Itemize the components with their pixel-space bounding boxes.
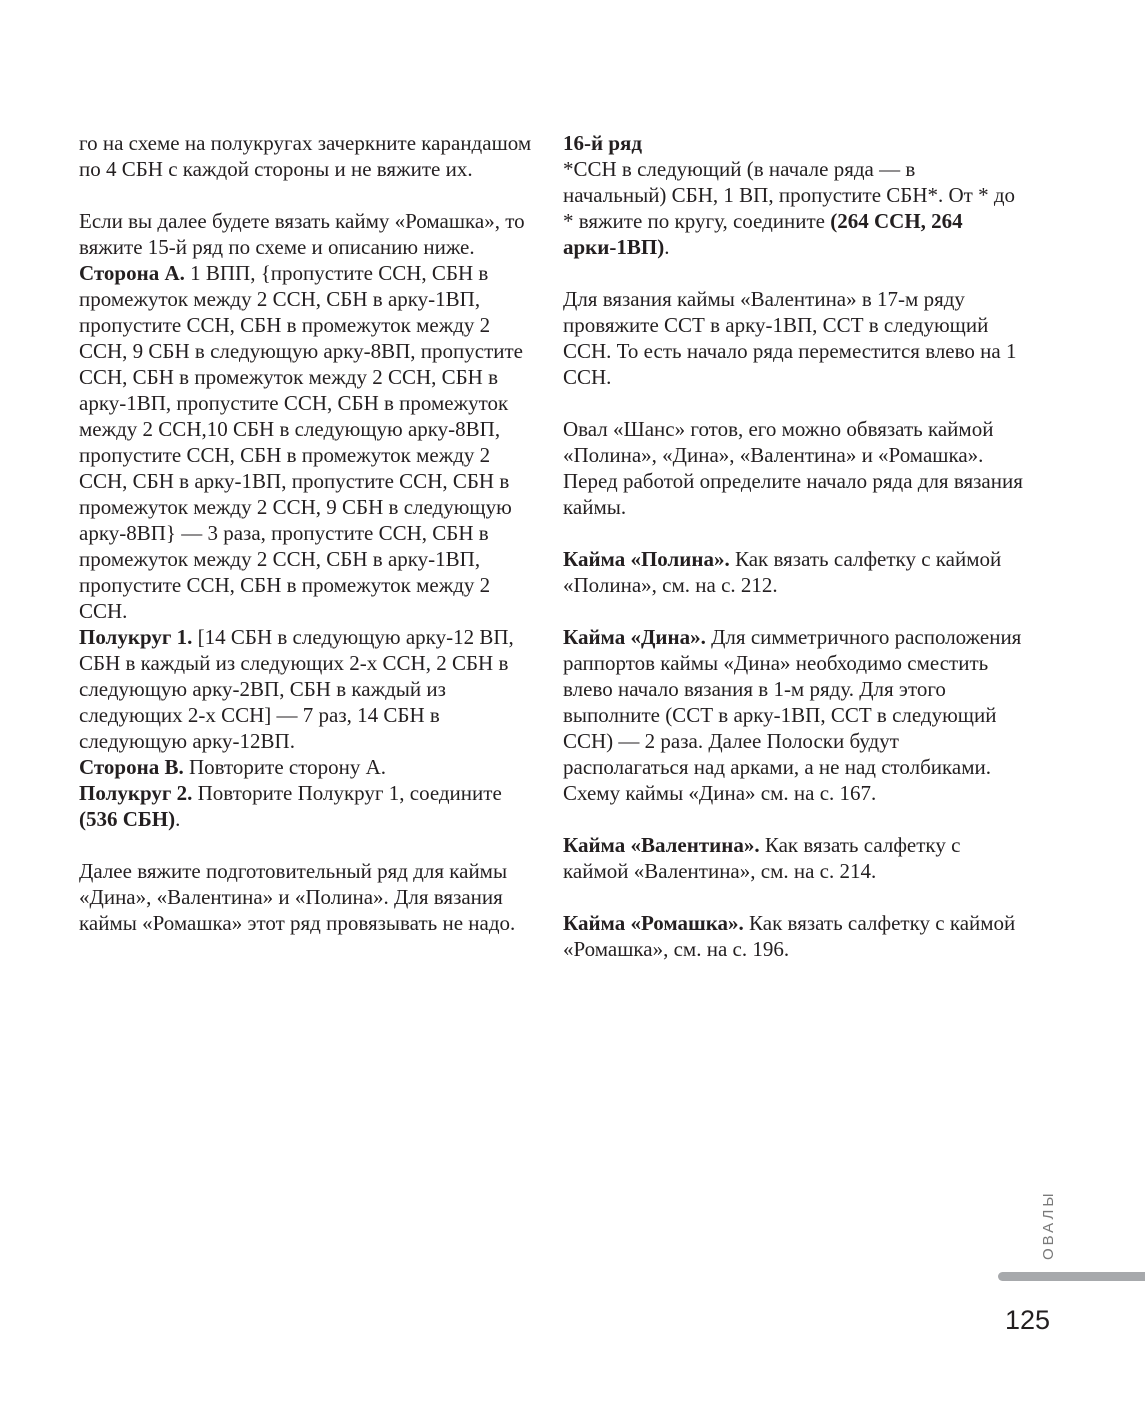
paragraph-valentina xyxy=(563,832,1023,884)
paragraph-semicircle-1 xyxy=(79,624,539,754)
paragraph-romashka-note: Если вы далее будете вязать кайму «Ромашка», то вяжите 15-й ряд по схеме и описанию ниже. xyxy=(79,209,525,259)
paragraph-side-a xyxy=(79,260,539,624)
semicircle-2-end: . xyxy=(175,807,181,831)
valentina-label: Кайма «Валентина». xyxy=(563,833,760,857)
left-column xyxy=(79,130,539,962)
paragraph-valentina-prep: Для вязания каймы «Валентина» в 17-м ряду провяжите ССТ в арку-1ВП, ССТ в следующий ССН. То есть начало ряда переместится влево на 1 ССН. xyxy=(563,287,1017,389)
paragraph-side-b xyxy=(79,754,539,780)
semicircle-1-label: Полукруг 1. xyxy=(79,625,193,649)
paragraph-polina xyxy=(563,546,1023,598)
paragraph-row-16 xyxy=(563,156,1023,260)
paragraph-semicircle-2 xyxy=(79,780,539,832)
side-a-text: 1 ВПП, {пропустите ССН, СБН в промежуток между 2 ССН, СБН в арку-1ВП, пропустите ССН, СБН в промежуток между 2 ССН, 9 СБН в следующую арку-8ВП, пропустите ССН, СБН в промежуток между 2 ССН, СБН в арку-1ВП, пропустите ССН, СБН в промежуток между 2 ССН,10 СБН в следующую арку-8ВП, пропустите ССН, СБН в промежуток между 2 ССН, СБН в арку-1ВП, пропустите ССН, СБН в промежуток между 2 ССН, 9 СБН в следующую арку-8ВП} — 3 раза, пропустите ССН, СБН в промежуток между 2 ССН, СБН в арку-1ВП, пропустите ССН, СБН в промежуток между 2 ССН. xyxy=(79,261,524,623)
page-number: 125 xyxy=(1005,1305,1051,1335)
paragraph-prep-row: Далее вяжите подготовительный ряд для каймы «Дина», «Валентина» и «Полина». Для вязания каймы «Ромашка» этот ряд провязывать не надо. xyxy=(79,859,516,935)
valentina-text: Как вязать салфетку с каймой «Валентина», см. на с. 214. xyxy=(563,833,961,883)
side-b-label: Сторона В. xyxy=(79,755,184,779)
row-16-end: . xyxy=(664,235,670,259)
row-16-text: *ССН в следующий (в начале ряда — в начальный) СБН, 1 ВП, пропустите СБН*. От * до * вяжите по кругу, соедините xyxy=(563,157,1016,233)
polina-text: Как вязать салфетку с каймой «Полина», см. на с. 212. xyxy=(563,547,1002,597)
semicircle-2-count: (536 СБН) xyxy=(79,807,176,831)
side-a-label: Сторона А. xyxy=(79,261,185,285)
side-b-text: Повторите сторону А. xyxy=(183,755,387,779)
paragraph-intro: го на схеме на полукругах зачеркните карандашом по 4 СБН с каждой стороны и не вяжите их. xyxy=(79,131,532,181)
paragraph-romashka xyxy=(563,910,1023,962)
romashka-label: Кайма «Ромашка». xyxy=(563,911,744,935)
dina-text: Для симметричного расположения раппортов каймы «Дина» необходимо сместить влево начало вязания в 1-м ряду. Для этого выполните (ССТ в арку-1ВП, ССТ в следующий ССН) — 2 раза. Далее Полоски будут располагаться над арками, а не над столбиками. Схему каймы «Дина» см. на с. 167. xyxy=(563,625,1022,805)
right-column xyxy=(563,130,1023,988)
row-16-heading: 16-й ряд xyxy=(563,131,643,155)
row-16-count: (264 ССН, 264 арки-1ВП) xyxy=(563,209,963,259)
polina-label: Кайма «Полина». xyxy=(563,547,730,571)
section-tab-bar xyxy=(998,1272,1145,1281)
dina-label: Кайма «Дина». xyxy=(563,625,706,649)
paragraph-oval-ready: Овал «Шанс» готов, его можно обвязать каймой «Полина», «Дина», «Валентина» и «Ромашка». Перед работой определите начало ряда для вязания каймы. xyxy=(563,417,1023,519)
paragraph-dina xyxy=(563,624,1023,806)
section-tab-label: ОВАЛЫ xyxy=(1040,1190,1057,1260)
semicircle-1-text: [14 СБН в следующую арку-12 ВП, СБН в каждый из следующих 2-х ССН, 2 СБН в следующую арку-2ВП, СБН в каждый из следующих 2-х ССН] — 7 раз, 14 СБН в следующую арку-12ВП. xyxy=(79,625,514,753)
romashka-text: Как вязать салфетку с каймой «Ромашка», см. на с. 196. xyxy=(563,911,1016,961)
semicircle-2-text: Повторите Полукруг 1, соедините xyxy=(192,781,502,805)
semicircle-2-label: Полукруг 2. xyxy=(79,781,193,805)
